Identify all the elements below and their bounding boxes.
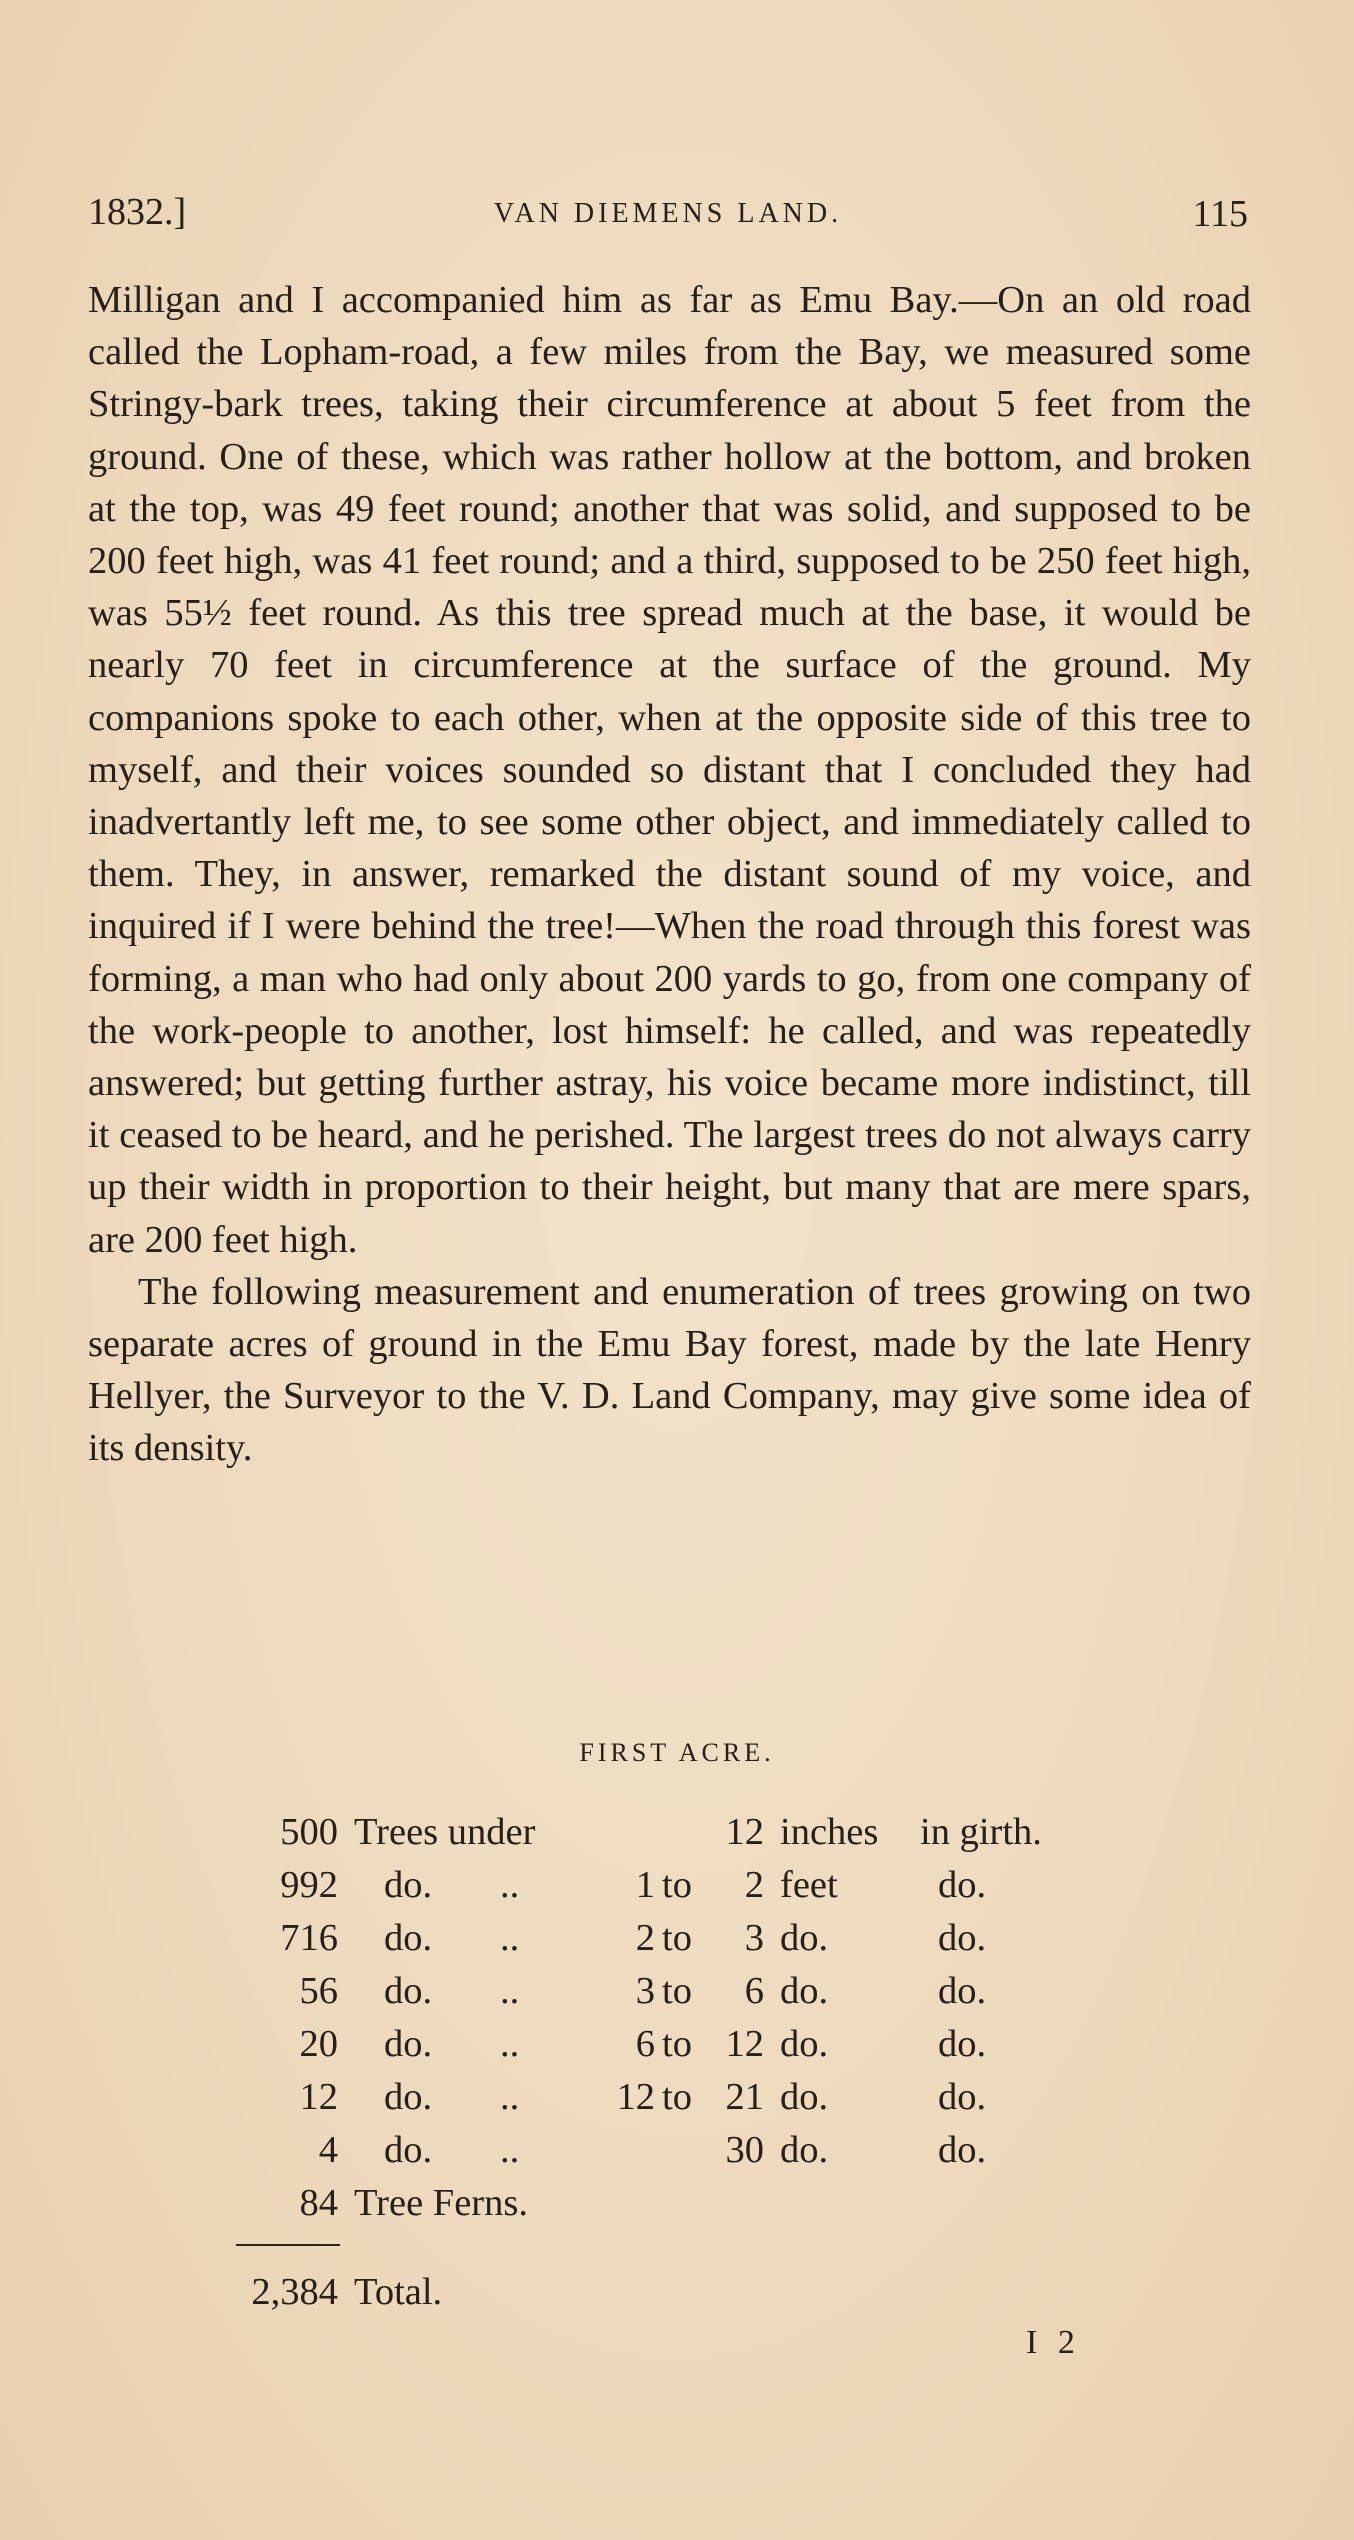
tree-count: 500	[280, 1811, 338, 1853]
signature-mark: I 2	[1026, 2324, 1081, 2361]
running-head	[88, 190, 1248, 250]
ditto-mark-girth: do.	[938, 1917, 987, 1959]
paragraph-1: Milligan and I accompanied him as far as Emu Bay.—On an old road called the Lopham-road, a few miles from the Bay, we measured some Stringy-bark trees, taking their circumference at about 5 feet from the ground. One of these, which was rather hollow at the bottom, and broken at the top, was 49 feet round; another that was solid, and supposed to be 200 feet high, was 41 feet round; and a third, supposed to be 250 feet high, was 55½ feet round. As this tree spread much at the base, it would be nearly 70 feet in circumference at the surface of the ground. My companions spoke to each other, when at the opposite side of this tree to myself, and their voices sounded so distant that I concluded they had inadvertantly left me, to see some other object, and immediately called to them. They, in answer, remarked the distant sound of my voice, and inquired if I were behind the tree!—When the road through this forest was forming, a man who had only about 200 yards to go, from one company of the work-people to another, lost himself: he called, and was repeatedly answered; but getting further astray, his voice became more indistinct, till it ceased to be heard, and he perished. The largest trees do not always carry up their width in proportion to their height, but many that are mere spars, are 200 feet high.	[88, 279, 1251, 1261]
size-value: 3	[744, 1917, 764, 1959]
sum-rule	[236, 2244, 340, 2246]
table-row	[0, 2075, 1354, 2128]
size-unit: inches	[780, 1811, 879, 1853]
tree-count: 84	[299, 2182, 338, 2224]
header-title: VAN DIEMENS LAND.	[493, 198, 843, 229]
size-unit: feet	[780, 1864, 838, 1906]
header-year: 1832.]	[88, 191, 187, 233]
table-row	[0, 1863, 1354, 1916]
range-to-word: to	[662, 2023, 692, 2065]
range-from: 2	[635, 1917, 655, 1959]
size-unit: do.	[780, 1917, 829, 1959]
table-row	[0, 2022, 1354, 2075]
ditto-mark: do.	[384, 1864, 433, 1906]
range-to-word: to	[662, 1917, 692, 1959]
range-from: 12	[616, 2076, 655, 2118]
range-from: 6	[635, 2023, 655, 2065]
range-to-word: to	[662, 1970, 692, 2012]
table-row	[0, 1969, 1354, 2022]
size-unit: do.	[780, 2129, 829, 2171]
row-label: Tree Ferns.	[354, 2182, 528, 2224]
leader-dots: ..	[500, 2076, 520, 2118]
tree-count: 12	[299, 2076, 338, 2118]
range-from: 3	[635, 1970, 655, 2012]
ditto-mark-girth: do.	[938, 1864, 987, 1906]
size-value: 30	[725, 2129, 764, 2171]
ditto-mark-girth: do.	[938, 1970, 987, 2012]
table-row	[0, 1810, 1354, 1863]
ditto-mark: do.	[384, 1917, 433, 1959]
range-from: 1	[635, 1864, 655, 1906]
leader-dots: ..	[500, 2023, 520, 2065]
size-unit: do.	[780, 2076, 829, 2118]
range-to-word: to	[662, 2076, 692, 2118]
size-value: 12	[725, 1811, 764, 1853]
tree-count: 20	[299, 2023, 338, 2065]
ditto-mark-girth: do.	[938, 2129, 987, 2171]
page-number: 115	[1192, 193, 1248, 235]
table-heading: FIRST ACRE.	[579, 1738, 775, 1767]
girth-label: in girth.	[920, 1811, 1042, 1853]
size-value: 2	[744, 1864, 764, 1906]
ditto-mark: do.	[384, 2076, 433, 2118]
total-label: Total.	[354, 2271, 443, 2313]
size-value: 12	[725, 2023, 764, 2065]
size-unit: do.	[780, 2023, 829, 2065]
tree-count: 992	[280, 1864, 338, 1906]
leader-dots: ..	[500, 1917, 520, 1959]
size-value: 6	[744, 1970, 764, 2012]
ditto-mark-girth: do.	[938, 2023, 987, 2065]
ditto-mark-girth: do.	[938, 2076, 987, 2118]
body-text	[88, 274, 1251, 1475]
size-value: 21	[725, 2076, 764, 2118]
leader-dots: ..	[500, 1864, 520, 1906]
tree-table	[0, 1810, 1354, 2234]
tree-count: 56	[299, 1970, 338, 2012]
tree-count: 4	[318, 2129, 338, 2171]
total-count: 2,384	[251, 2271, 338, 2313]
tree-count: 716	[280, 1917, 338, 1959]
range-to-word: to	[662, 1864, 692, 1906]
table-row	[0, 1916, 1354, 1969]
leader-dots: ..	[500, 1970, 520, 2012]
leader-dots: ..	[500, 2129, 520, 2171]
table-row	[0, 2128, 1354, 2181]
ditto-mark: do.	[384, 2023, 433, 2065]
ditto-mark: do.	[384, 2129, 433, 2171]
size-unit: do.	[780, 1970, 829, 2012]
table-row	[0, 2181, 1354, 2234]
paragraph-2: The following measurement and enumeration of trees growing on two separate acres of ground in the Emu Bay forest, made by the late Henry Hellyer, the Surveyor to the V. D. Land Company, may give some idea of its density.	[88, 1270, 1251, 1470]
row-label: Trees under	[354, 1811, 536, 1853]
ditto-mark: do.	[384, 1970, 433, 2012]
